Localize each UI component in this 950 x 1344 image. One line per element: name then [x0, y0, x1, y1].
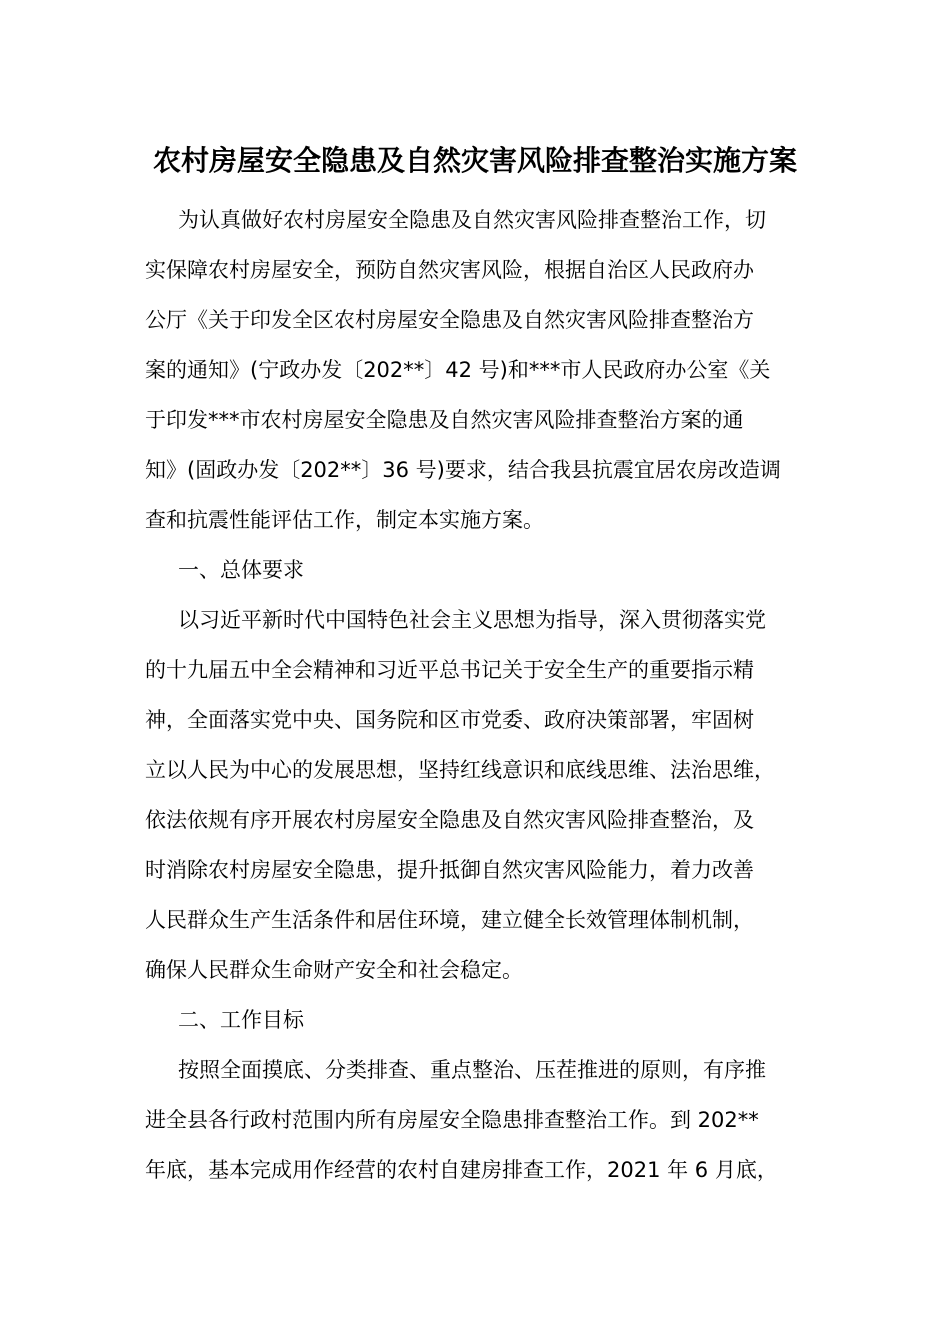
paragraph-line: 知》(固政办发〔202**〕36 号)要求，结合我县抗震宜居农房改造调 [145, 458, 781, 482]
paragraph-line: 神，全面落实党中央、国务院和区市党委、政府决策部署，牢固树 [145, 708, 754, 732]
paragraph-line: 按照全面摸底、分类排查、重点整治、压茬推进的原则，有序推 [178, 1058, 766, 1082]
section-heading: 二、工作目标 [178, 1008, 304, 1032]
paragraph-line: 为认真做好农村房屋安全隐患及自然灾害风险排查整治工作，切 [178, 208, 766, 232]
document-title: 农村房屋安全隐患及自然灾害风险排查整治实施方案 [152, 144, 797, 177]
section-heading: 一、总体要求 [178, 558, 304, 582]
paragraph-line: 时消除农村房屋安全隐患，提升抵御自然灾害风险能力，着力改善 [145, 858, 754, 882]
paragraph-line: 依法依规有序开展农村房屋安全隐患及自然灾害风险排查整治，及 [145, 808, 754, 832]
paragraph-line: 案的通知》(宁政办发〔202**〕42 号)和***市人民政府办公室《关 [145, 358, 771, 382]
paragraph-line: 进全县各行政村范围内所有房屋安全隐患排查整治工作。到 202** [145, 1108, 759, 1132]
paragraph-line: 公厅《关于印发全区农村房屋安全隐患及自然灾害风险排查整治方 [145, 308, 754, 332]
paragraph-line: 于印发***市农村房屋安全隐患及自然灾害风险排查整治方案的通 [145, 408, 744, 432]
paragraph-line: 实保障农村房屋安全，预防自然灾害风险，根据自治区人民政府办 [145, 258, 754, 282]
paragraph-line: 年底，基本完成用作经营的农村自建房排查工作，2021 年 6 月底， [145, 1158, 778, 1182]
paragraph-line: 人民群众生产生活条件和居住环境，建立健全长效管理体制机制， [145, 908, 754, 932]
paragraph-line: 查和抗震性能评估工作，制定本实施方案。 [145, 508, 544, 532]
paragraph-line: 的十九届五中全会精神和习近平总书记关于安全生产的重要指示精 [145, 658, 754, 682]
paragraph-line: 确保人民群众生命财产安全和社会稳定。 [145, 958, 523, 982]
paragraph-line: 以习近平新时代中国特色社会主义思想为指导，深入贯彻落实党 [178, 608, 766, 632]
paragraph-line: 立以人民为中心的发展思想，坚持红线意识和底线思维、法治思维， [145, 758, 775, 782]
